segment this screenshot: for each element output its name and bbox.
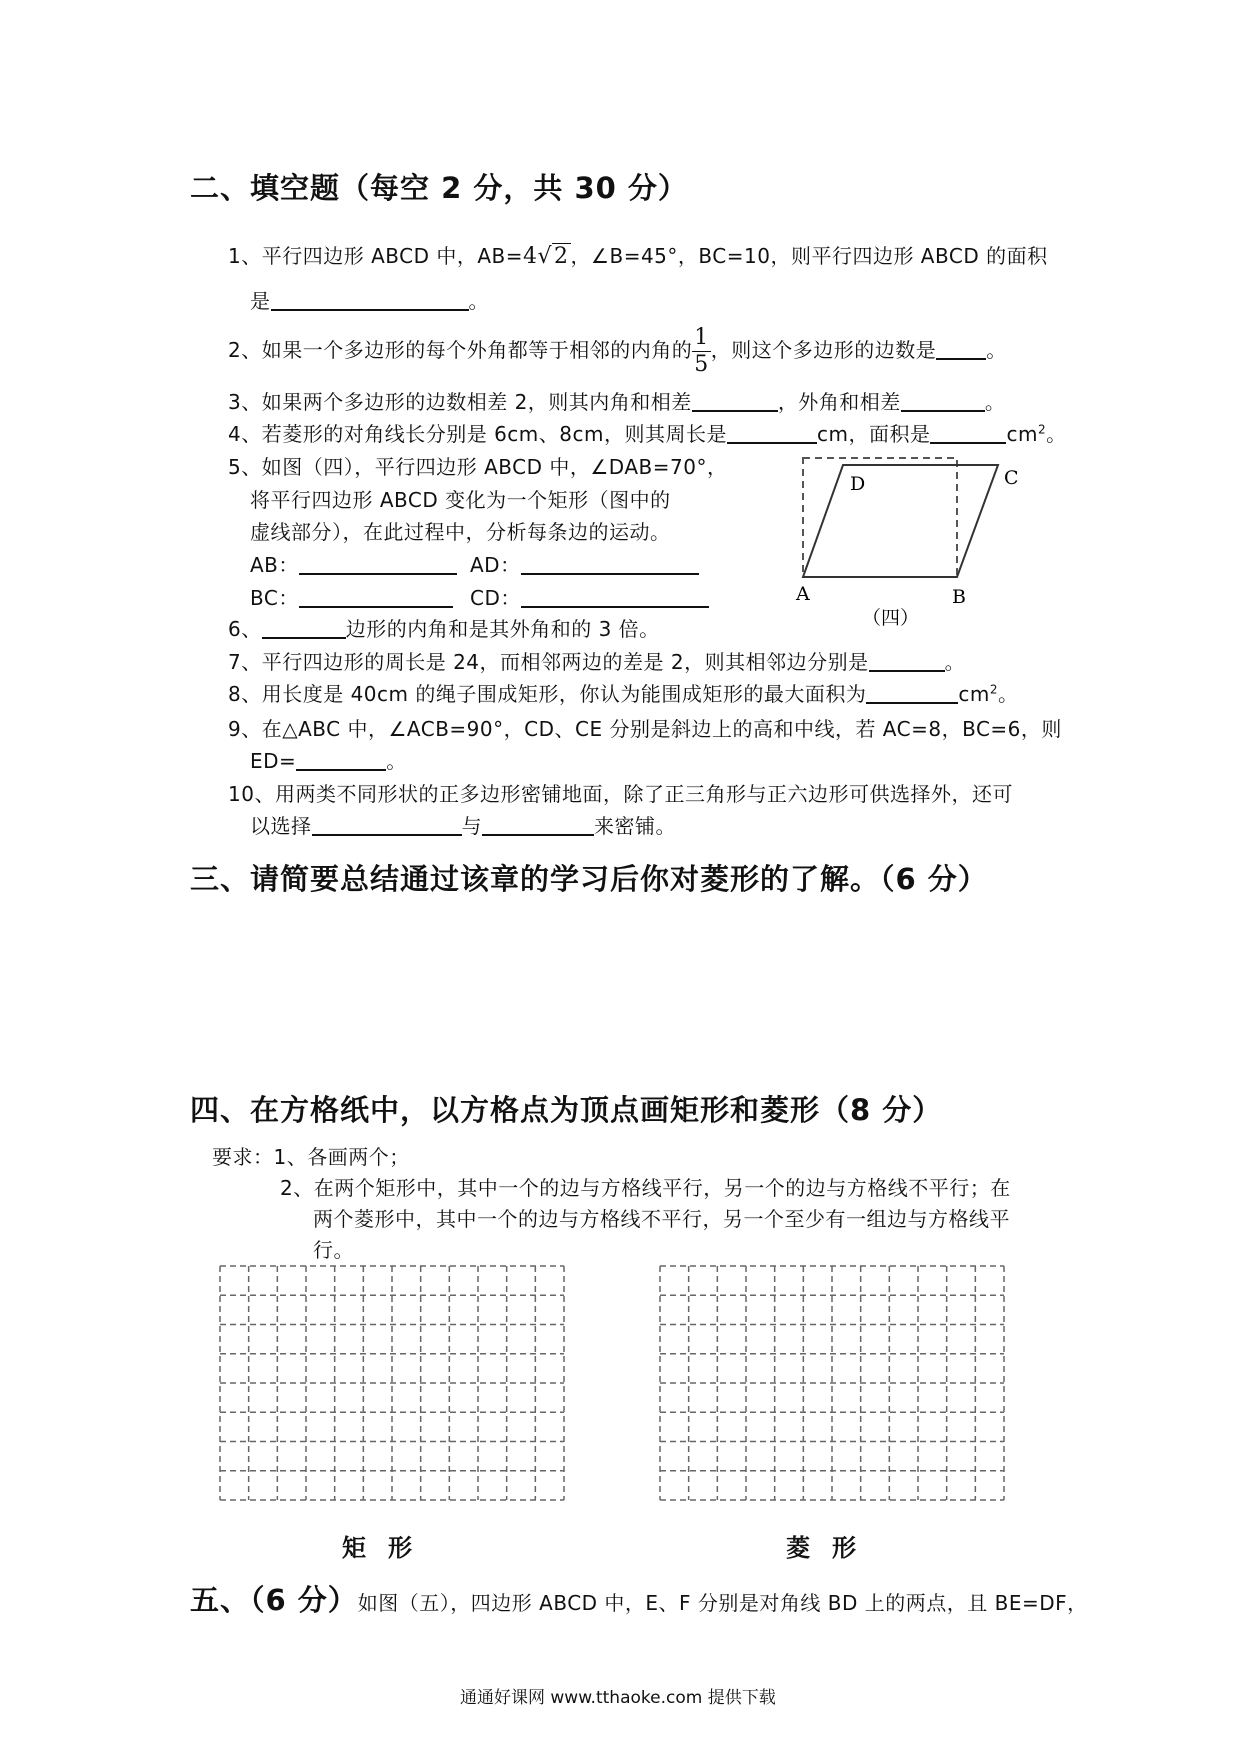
question-9: 9、在△ABC 中，∠ACB=90°，CD、CE 分别是斜边上的高和中线，若 AC=8，BC=6，则 bbox=[228, 717, 1062, 741]
question-5-line1: 5、如图（四），平行四边形 ABCD 中，∠DAB=70°， bbox=[228, 455, 728, 479]
question-3: 3、如果两个多边形的边数相差 2，则其内角和相差 ，外角和相差 。 bbox=[228, 390, 1006, 414]
parallelogram bbox=[803, 465, 998, 577]
question-8: 8、用长度是 40cm 的绳子围成矩形，你认为能围成矩形的最大面积为 $cm^2$。 bbox=[228, 682, 1019, 706]
question-5-bc: BC： bbox=[250, 582, 453, 611]
requirement-2-line3: 行。 bbox=[313, 1238, 354, 1262]
section3-title: 三、请简要总结通过该章的学习后你对菱形的了解。（6 分） bbox=[190, 862, 988, 896]
answer-blank[interactable] bbox=[936, 338, 986, 360]
answer-blank[interactable] bbox=[901, 390, 985, 412]
question-9-cont: ED= 。 bbox=[250, 749, 407, 773]
vertex-label-a: A bbox=[796, 583, 810, 605]
question-5-ad: AD： bbox=[470, 549, 699, 578]
grid-paper-right[interactable] bbox=[658, 1264, 1006, 1502]
sqrt-expression: 4√2 bbox=[523, 244, 569, 269]
question-5-line2: 将平行四边形 ABCD 变化为一个矩形（图中的 bbox=[250, 488, 671, 512]
figure-caption: （四） bbox=[862, 607, 920, 629]
grid-label-rhombus: 菱形 bbox=[786, 1534, 878, 1562]
question-5-ab: AB： bbox=[250, 549, 457, 578]
requirement-2-line2: 两个菱形中，其中一个的边与方格线不平行，另一个至少有一组边与方格线平 bbox=[313, 1207, 1010, 1231]
question-6: 6、 边形的内角和是其外角和的 3 倍。 bbox=[228, 617, 660, 641]
grid-label-rectangle: 矩形 bbox=[342, 1534, 434, 1562]
answer-blank[interactable] bbox=[299, 586, 453, 608]
section5-text: 如图（五），四边形 ABCD 中，E、F 分别是对角线 BD 上的两点，且 BE=DF， bbox=[357, 1591, 1088, 1615]
section5 bbox=[190, 1578, 1088, 1619]
answer-blank[interactable] bbox=[296, 749, 386, 771]
question-1-cont: 是 。 bbox=[250, 289, 489, 313]
answer-blank[interactable] bbox=[521, 586, 709, 608]
vertex-label-d: D bbox=[850, 473, 866, 495]
answer-blank[interactable] bbox=[482, 814, 594, 836]
section4-title: 四、在方格纸中，以方格点为顶点画矩形和菱形（8 分） bbox=[190, 1093, 943, 1127]
question-2: 2、如果一个多边形的每个外角都等于相邻的内角的 $\frac{1}{5}$ ，则这个多边形的边数是 。 bbox=[228, 325, 1007, 377]
question-10-cont: 以选择 与 来密铺。 bbox=[250, 814, 676, 838]
question-5-line3: 虚线部分），在此过程中，分析每条边的运动。 bbox=[250, 520, 671, 544]
requirement-1: 要求：1、各画两个； bbox=[212, 1145, 410, 1169]
answer-blank[interactable] bbox=[299, 553, 457, 575]
grid-paper-left[interactable] bbox=[218, 1264, 566, 1502]
question-5-cd: CD： bbox=[470, 582, 709, 611]
question-1: 1、平行四边形 ABCD 中，AB=4√2 ，∠B=45°，BC=10，则平行四边形 ABCD 的面积 bbox=[228, 244, 1048, 269]
section5-title: 五、（6 分） bbox=[190, 1583, 358, 1617]
footer-text: 通通好课网 www.tthaoke.com 提供下载 bbox=[460, 1688, 776, 1708]
section2-title: 二、填空题（每空 2 分，共 30 分） bbox=[190, 171, 688, 205]
question-10: 10、用两类不同形状的正多边形密铺地面，除了正三角形与正六边形可供选择外，还可 bbox=[228, 782, 1013, 806]
answer-blank[interactable] bbox=[866, 682, 958, 704]
answer-blank[interactable] bbox=[271, 289, 469, 311]
answer-blank[interactable] bbox=[312, 814, 462, 836]
fraction: $\frac{1}{5}$ bbox=[694, 325, 709, 377]
requirement-2-line1: 2、在两个矩形中，其中一个的边与方格线平行，另一个的边与方格线不平行；在 bbox=[280, 1176, 1011, 1200]
answer-blank[interactable] bbox=[521, 553, 699, 575]
vertex-label-c: C bbox=[1004, 467, 1019, 489]
answer-blank[interactable] bbox=[869, 650, 945, 672]
question-4: 4、若菱形的对角线长分别是 6cm、8cm，则其周长是 cm，面积是 $cm^2$。 bbox=[228, 422, 1067, 446]
answer-blank[interactable] bbox=[692, 390, 778, 412]
figure-four bbox=[780, 440, 1040, 630]
vertex-label-b: B bbox=[952, 586, 966, 608]
rectangle-dashed bbox=[803, 458, 957, 577]
answer-blank[interactable] bbox=[262, 617, 346, 639]
question-7: 7、平行四边形的周长是 24，而相邻两边的差是 2，则其相邻边分别是 。 bbox=[228, 650, 966, 674]
